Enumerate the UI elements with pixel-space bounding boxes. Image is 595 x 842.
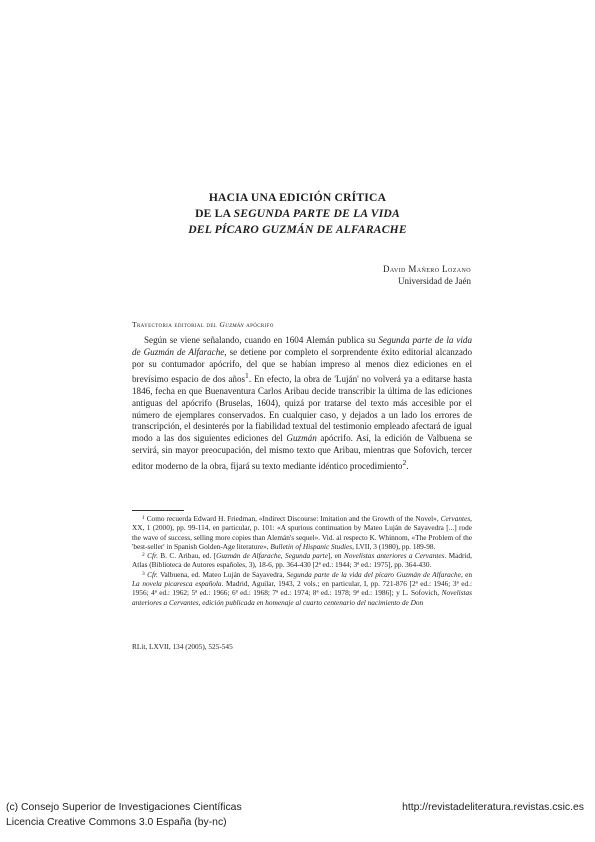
journal-page-reference: RLit, LXVII, 134 (2005), 525-545 xyxy=(132,642,233,651)
footer-license-line: Licencia Creative Commons 3.0 España (by-nc) xyxy=(6,816,227,828)
footnote-2-italic-c: Novelistas anteriores a Cervantes xyxy=(343,551,445,561)
body-italic-title: Segunda parte de la vida de Guzmán de Alfarache xyxy=(132,335,473,357)
title-line-2-prefix: DE LA xyxy=(195,207,234,220)
footnote-1-number: 1 xyxy=(142,515,145,521)
footnote-3-number: 3 xyxy=(142,570,145,577)
footnote-2-text-d: . Madrid, Atlas (Biblioteca de Autores españoles, 3), 18-6, pp. 364-430 [2ª ed.: 1944; 3ª ed.: 1975], pp. 364-430. xyxy=(132,551,472,570)
footnote-3-italic-a: Cfr. xyxy=(147,569,158,579)
footnote-2-italic-a: Cfr. xyxy=(147,551,158,561)
footnote-1-text-c: , LVII, 3 (1980), pp. 189-98. xyxy=(352,541,436,551)
body-paragraph: Según se viene señalando, cuando en 1604 Alemán publica su Segunda parte de la vida de Guzmán de Alfarache, se detiene por completo el sorprendente éxito editorial alcanzado por su contumador apócrifo, del que se habían impreso al menos diez ediciones en el brevísimo espacio de dos años$^1$. En efecto, la obra de 'Luján' no volverá ya a editarse hasta 1846, fecha en que Buenaventura Carlos Aribau decide transcribir la última de las ediciones antiguas del apócrifo (Bruselas, 1604), quizá por tratarse del texto más accesible por el número de ejemplares conservados. En cualquier caso, y dejados a un lado los errores de transcripción, el desinterés por la fiabilidad textual del testimonio empleado afectará de igual modo a las dos siguientes ediciones del Guzmán apócrifo. Así, la edición de Valbuena se servirá, sin mayor preocupación, del mismo texto que Aribau, mientras que Sofovich, tercer editor moderno de la obra, fijará su texto mediante idéntico procedimiento$^2$. xyxy=(132,335,473,471)
body-italic-guzman: Guzmán xyxy=(286,433,317,444)
body-text-a: Según se viene señalando, cuando en 1604 Alemán publica su xyxy=(144,335,379,345)
footnote-1-text-b: , XX, 1 (2000), pp. 99-114, en particular, p. 101: «A spurious continuation by Mateo Luján de Sayavedra [...] rode the wave of success, selling more copies than Alemán's sequel». Vid. al respecto K. Whinnom, «The Problem of the 'best-seller' in Spanish Golden-Age literature», xyxy=(132,514,472,551)
footnote-2-number: 2 xyxy=(142,552,145,559)
title-line-3-italic: DEL PÍCARO GUZMÁN DE ALFARACHE xyxy=(188,223,407,236)
footnote-1-italic-b: Bulletin of Hispanic Studies xyxy=(270,541,353,551)
author-affiliation: Universidad de Jaén xyxy=(398,275,471,286)
footnote-2-text-c: ], en xyxy=(327,551,344,561)
title-line-1: HACIA UNA EDICIÓN CRÍTICA xyxy=(208,191,387,204)
footnote-3-italic-b: Segunda parte de la vida del pícaro Guzmán de Alfarache xyxy=(286,569,461,579)
footnote-2-text-b: B. C. Aribau, ed. [ xyxy=(157,551,217,561)
footnote-3-italic-d: Novelistas anteriores a Cervantes, edición publicada en homenaje al cuarto centenario del nacimiento de Don xyxy=(132,588,472,607)
footnote-3-text-b: Valbuena, ed. Mateo Luján de Sayavedra, xyxy=(157,569,287,579)
section-heading-prefix: Trayectoria editorial del xyxy=(132,320,220,329)
title-line-2 xyxy=(120,206,475,222)
footer-url[interactable]: http://revistadeliteratura.revistas.csic.es xyxy=(402,802,584,813)
footnote-ref-2: 2 xyxy=(402,457,407,467)
title-line-3 xyxy=(120,222,475,238)
body-text-c: . En efecto, la obra de 'Luján' no volverá ya a editarse hasta 1846, fecha en que Buenaventura Carlos Aribau decide transcribir la última de las ediciones antiguas del apócrifo (Bruselas, 1604), quizá por tratarse del texto más accesible por el número de ejemplares conservados. En cualquier caso, y dejados a un lado los errores de transcripción, el desinterés por la fiabilidad textual del testimonio empleado afectará de igual modo a las dos siguientes ediciones del xyxy=(132,374,472,444)
author-name: David Mañero Lozano xyxy=(383,264,471,274)
title-line-2-italic: SEGUNDA PARTE DE LA VIDA xyxy=(233,207,400,220)
footnote-1-italic-a: Cervantes xyxy=(440,514,471,523)
section-heading xyxy=(132,320,472,329)
body-text-d: apócrifo. Así, la edición de Valbuena se servirá, sin mayor preocupación, del mismo texto que Aribau, mientras que Sofovich, tercer editor moderno de la obra, fijará su texto mediante idéntico procedimiento xyxy=(132,433,472,471)
body-text-b: , se detiene por completo el sorprendente éxito editorial alcanzado por su contumador apócrifo, del que se habían impreso al menos diez ediciones en el brevísimo espacio de dos años xyxy=(132,346,472,385)
footnote-2 xyxy=(132,551,472,570)
author-block xyxy=(383,264,471,287)
footnote-3-italic-c: La novela picaresca española xyxy=(132,579,222,589)
footnote-ref-1: 1 xyxy=(245,371,249,381)
footnote-3 xyxy=(132,570,472,607)
footnote-3-text-d: . Madrid, Aguilar, 1943, 2 vols.; en particular, I, pp. 721-876 [2ª ed.: 1946; 3ª ed.: 1956; 4ª ed.: 1962; 5ª ed.: 1966; 6ª ed.: 1968; 7ª ed.: 1974; 8ª ed.: 1978; 9ª ed.: 1986]; y L. Sofovich, xyxy=(132,579,472,598)
footnote-2-italic-b: Guzmán de Alfarache, Segunda parte xyxy=(216,551,328,561)
section-heading-italic: Guzmán xyxy=(219,320,244,329)
footnote-rule xyxy=(132,510,184,511)
footnotes xyxy=(132,514,472,607)
footnote-1-text-a: Como recuerda Edward H. Friedman, «Indirect Discourse: Imitation and the Growth of the Novel», xyxy=(146,514,441,523)
article-title xyxy=(120,190,475,238)
footer-license xyxy=(6,801,242,830)
section-heading-suffix: apócrifo xyxy=(243,320,274,329)
footnote-1 xyxy=(132,514,472,551)
footer-copyright: (c) Consejo Superior de Investigaciones Científicas xyxy=(6,802,242,813)
footnote-3-text-c: , en xyxy=(460,569,472,579)
